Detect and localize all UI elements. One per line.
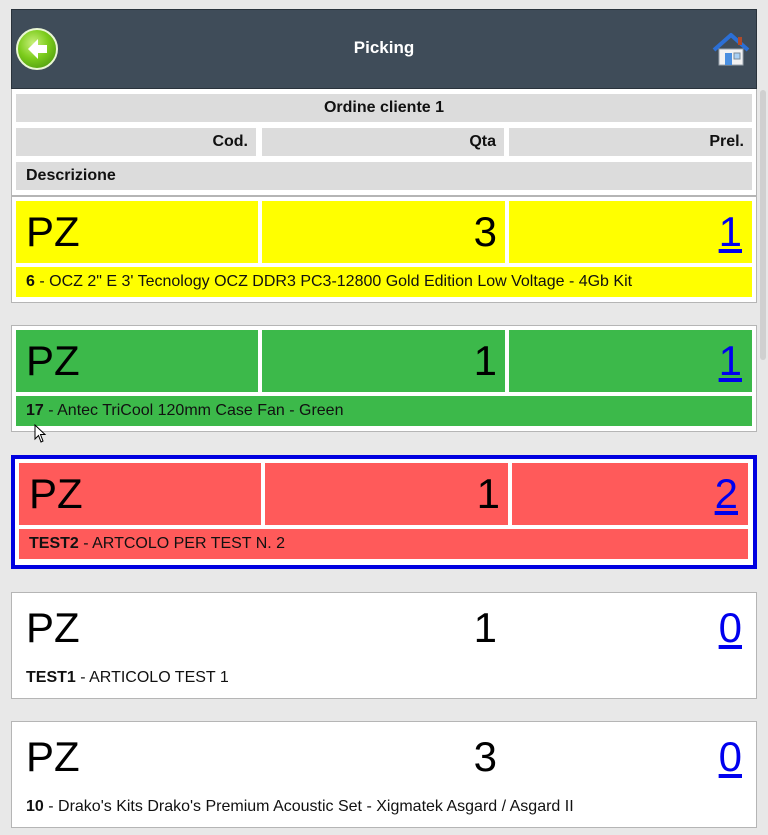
item-description (19, 529, 748, 559)
item-quantity: 3 (262, 726, 505, 788)
item-code: 10 (26, 798, 44, 815)
item-description-text: - ARTICOLO TEST 1 (75, 669, 229, 686)
order-title: Ordine cliente 1 (16, 94, 752, 122)
item-quantity: 1 (262, 597, 505, 659)
item-description (16, 267, 752, 297)
col-header-cod: Cod. (16, 128, 256, 156)
col-header-prel: Prel. (509, 128, 752, 156)
item-code: TEST2 (29, 535, 79, 552)
item-picked-link[interactable]: 1 (718, 208, 742, 255)
item-unit: PZ (16, 726, 258, 788)
item-quantity: 3 (262, 201, 505, 263)
col-header-qta: Qta (262, 128, 504, 156)
item-picked-link[interactable]: 1 (718, 337, 742, 384)
order-header-panel (11, 89, 757, 196)
picking-item-card[interactable] (11, 325, 757, 432)
home-icon (710, 28, 752, 70)
item-quantity: 1 (265, 463, 508, 525)
item-picked-cell (509, 726, 752, 788)
item-unit: PZ (16, 201, 258, 263)
item-code: TEST1 (26, 669, 76, 686)
item-picked-cell (509, 201, 752, 263)
page-title: Picking (353, 38, 415, 57)
item-description-text: - OCZ 2" E 3' Tecnology OCZ DDR3 PC3-12800 Gold Edition Low Voltage - 4Gb Kit (34, 273, 633, 290)
item-description-text: - Drako's Kits Drako's Premium Acoustic Set - Xigmatek Asgard / Asgard II (43, 798, 574, 815)
home-button[interactable] (710, 28, 752, 70)
item-description (16, 663, 752, 693)
picking-item-card[interactable] (11, 592, 757, 699)
item-description (16, 792, 752, 822)
item-code: 6 (26, 273, 35, 290)
item-picked-link[interactable]: 0 (718, 604, 742, 651)
item-quantity: 1 (262, 330, 505, 392)
item-picked-link[interactable]: 2 (714, 470, 738, 517)
mouse-cursor-icon (34, 424, 48, 444)
app-header (11, 9, 757, 89)
item-picked-link[interactable]: 0 (718, 733, 742, 780)
picking-item-card[interactable] (11, 721, 757, 828)
item-code: 17 (26, 402, 44, 419)
item-unit: PZ (19, 463, 261, 525)
item-picked-cell (509, 597, 752, 659)
item-picked-cell (509, 330, 752, 392)
picking-item-card[interactable] (11, 196, 757, 303)
item-unit: PZ (16, 597, 258, 659)
scrollbar[interactable] (760, 90, 766, 360)
item-description (16, 396, 752, 426)
item-picked-cell (512, 463, 748, 525)
item-unit: PZ (16, 330, 258, 392)
picking-item-card[interactable] (11, 455, 757, 569)
col-header-desc: Descrizione (16, 162, 752, 190)
item-description-text: - Antec TriCool 120mm Case Fan - Green (43, 402, 344, 419)
item-description-text: - ARTCOLO PER TEST N. 2 (78, 535, 286, 552)
